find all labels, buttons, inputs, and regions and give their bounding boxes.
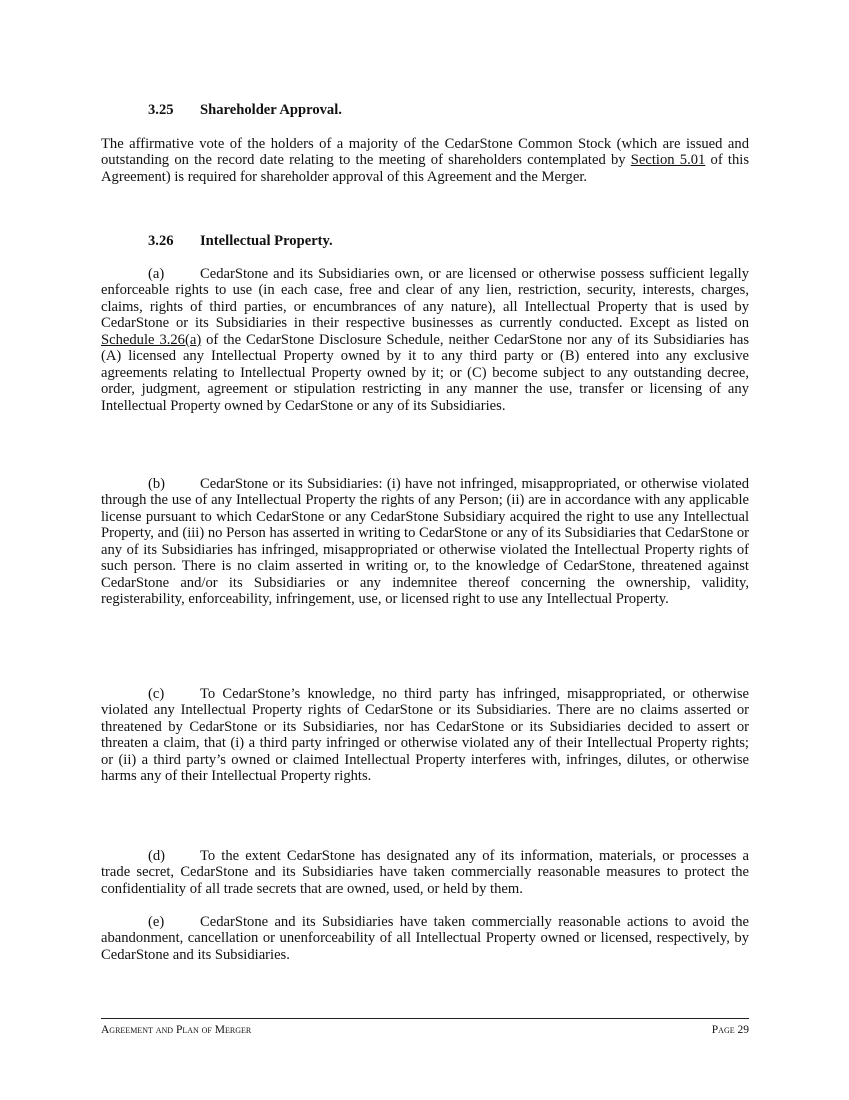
footer-divider bbox=[101, 1018, 749, 1019]
subsection-b bbox=[101, 476, 749, 608]
subsection-c bbox=[101, 686, 749, 785]
subsection-a bbox=[101, 266, 749, 414]
subsection-e bbox=[101, 914, 749, 963]
subsection-text: CedarStone and its Subsidiaries own, or are licensed or otherwise possess sufficient legally enforceable rights to use (in each case, free and clear of any lien, restriction, security, interests, charges, claims, rights of third parties, or encumbrances of any nature), all Intellectual Property that is used by CedarStone or its Subsidiaries in their respective businesses as currently conducted. Except as listed on bbox=[101, 266, 749, 332]
subsection-label: (b) bbox=[148, 476, 166, 492]
subsection-text: of the CedarStone Disclosure Schedule, neither CedarStone nor any of its Subsidiaries has (A) licensed any Intellectual Property owned by it to any third party or (B) entered into any exclusive agreements relating to Intellectual Property owned by it; or (C) become subject to any outstanding decree, order, judgment, agreement or stipulation restricting in any manner the use, transfer or licensing of any Intellectual Property owned by CedarStone or any of its Subsidiaries. bbox=[101, 331, 749, 414]
subsection-label: (c) bbox=[148, 686, 165, 702]
subsection-label: (e) bbox=[148, 914, 165, 930]
section-heading-3-25 bbox=[148, 101, 342, 119]
subsection-d bbox=[101, 848, 749, 897]
document-page bbox=[101, 0, 749, 1100]
subsection-label: (a) bbox=[148, 266, 165, 282]
page-number: Page 29 bbox=[711, 1024, 749, 1036]
subsection-text: To CedarStone’s knowledge, no third party has infringed, misappropriated, or otherwise violated any Intellectual Property rights of CedarStone or its Subsidiaries. There are no claims asserted or threatened by CedarStone or its Subsidiaries, nor has CedarStone or its Subsidiaries decided to assert or threaten a claim, that (i) a third party infringed or otherwise violated any of their Intellectual Property rights; or (ii) a third party’s owned or claimed Intellectual Property interferes with, infringes, dilutes, or otherwise harms any of their Intellectual Property rights. bbox=[101, 686, 749, 785]
section-number: 3.25 bbox=[148, 102, 174, 118]
subsection-text: CedarStone and its Subsidiaries have taken commercially reasonable actions to avoid the abandonment, cancellation or unenforceability of all Intellectual Property owned or licensed, respectively, by CedarStone and its Subsidiaries. bbox=[101, 914, 749, 963]
subsection-label: (d) bbox=[148, 848, 166, 864]
subsection-text: To the extent CedarStone has designated any of its information, materials, or processes a trade secret, CedarStone and its Subsidiaries have taken commercially reasonable measures to protect the confidentiality of all trade secrets that are owned, used, or held by them. bbox=[101, 848, 749, 897]
section-reference: Section 5.01 bbox=[630, 152, 706, 169]
body-text: of this Agreement) is required for shareholder approval of this Agreement and the Merger. bbox=[101, 152, 750, 185]
section-title: Shareholder Approval. bbox=[200, 102, 342, 118]
section-3-25-body bbox=[101, 136, 749, 185]
section-number: 3.26 bbox=[148, 233, 174, 249]
footer-title: Agreement and Plan of Merger bbox=[101, 1024, 252, 1036]
section-heading-3-26 bbox=[148, 232, 333, 250]
section-title: Intellectual Property. bbox=[200, 233, 333, 249]
schedule-reference: Schedule 3.26(a) bbox=[101, 331, 202, 348]
subsection-text: CedarStone or its Subsidiaries: (i) have not infringed, misappropriated, or otherwise violated through the use of any Intellectual Property the rights of any Person; (ii) are in accordance with any applicable license pursuant to which CedarStone or any CedarStone Subsidiary acquired the right to use any Intellectual Property, and (iii) no Person has asserted in writing to CedarStone or any of its Subsidiaries that CedarStone or any of its Subsidiaries has infringed, misappropriated or otherwise violated the Intellectual Property rights of such person. There is no claim asserted in writing or, to the knowledge of CedarStone, threatened against CedarStone and/or its Subsidiaries or any indemnitee thereof concerning the ownership, validity, registerability, enforceability, infringement, use, or licensed right to use any Intellectual Property. bbox=[101, 476, 749, 608]
body-text: The affirmative vote of the holders of a majority of the CedarStone Common Stock (which are issued and outstanding on the record date relating to the meeting of shareholders contemplated by bbox=[101, 136, 749, 169]
